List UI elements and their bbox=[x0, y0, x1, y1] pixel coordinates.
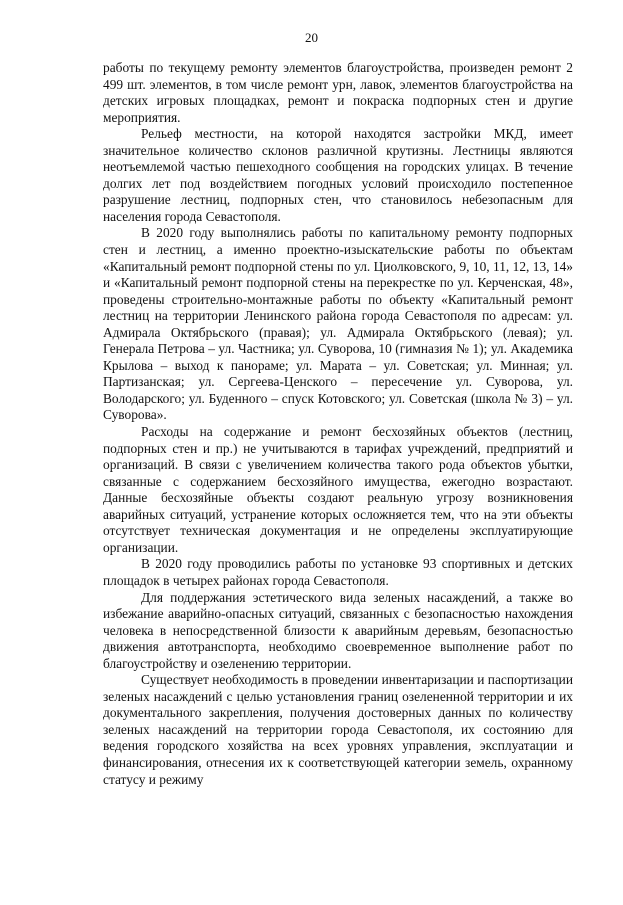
paragraph-relief: Рельеф местности, на которой находятся застройки МКД, имеет значительное количество склонов различной крутизны. Лестницы являются неотъемлемой частью пешеходного сообщения на городских улицах. В течение долгих лет под воздействием погодных условий происходило постепенное разрушение лестниц, подпорных стен, что становилось небезопасным для населения города Севастополя. bbox=[103, 126, 573, 224]
paragraph-green-spaces: Для поддержания эстетического вида зеленых насаждений, а также во избежание аварийно-опасных ситуаций, связанных с безопасностью нахождения человека в непосредственной близости к аварийным деревьям, безопасностью движения автотранспорта, необходимо своевременное выполнение работ по благоустройству и озеленению территории. bbox=[103, 589, 573, 671]
paragraph-inventory: Существует необходимость в проведении инвентаризации и паспортизации зеленых насаждений с целью установления границ озелененной территории и их документального закрепления, получения достоверных данных по количеству зеленых насаждений на территории города Севастополя, их состоянию для ведения городского хозяйства на всех уровнях управления, эксплуатации и финансирования, отнесения их к соответствующей категории земель, охранному статусу и режиму bbox=[103, 672, 573, 787]
paragraph-playgrounds: В 2020 году проводились работы по установке 93 спортивных и детских площадок в четырех районах города Севастополя. bbox=[103, 556, 573, 588]
paragraph-ownerless-objects: Расходы на содержание и ремонт бесхозяйных объектов (лестниц, подпорных стен и пр.) не учитываются в тарифах учреждений, предприятий и организаций. В связи с увеличением количества такого рода объектов убытки, связанные с содержанием бесхозяйного имущества, ежегодно возрастают. Данные бесхозяйные объекты создают реальную угрозу возникновения аварийных ситуаций, устранение которых осложняется тем, что на эти объекты отсутствует техническая документация и не определены эксплуатирующие организации. bbox=[103, 424, 573, 555]
paragraph-continued: работы по текущему ремонту элементов благоустройства, произведен ремонт 2 499 шт. элементов, в том числе ремонт урн, лавок, элементов благоустройства на детских игровых площадках, ремонт и покраска подпорных стен и другие мероприятия. bbox=[103, 60, 573, 125]
document-body bbox=[103, 60, 573, 788]
paragraph-capital-repair-2020: В 2020 году выполнялись работы по капитальному ремонту подпорных стен и лестниц, а именно проектно-изыскательские работы по объектам «Капитальный ремонт подпорной стены по ул. Циолковского, 9, 10, 11, 12, 13, 14» и «Капитальный ремонт подпорной стены на перекрестке по ул. Керченская, 48», проведены строительно-монтажные работы по объекту «Капитальный ремонт лестниц на территории Ленинского района города Севастополя по адресам: ул. Адмирала Октябрьского (правая); ул. Адмирала Октябрьского (левая); ул. Генерала Петрова – ул. Частника; ул. Суворова, 10 (гимназия № 1); ул. Академика Крылова – выход к панораме; ул. Марата – ул. Советская; ул. Минная; ул. Партизанская; ул. Сергеева-Ценского – пересечение ул. Суворова, ул. Володарского; ул. Буденного – спуск Котовского; ул. Советская (школа № 3) – ул. Суворова». bbox=[103, 225, 573, 423]
page-number: 20 bbox=[305, 30, 318, 45]
